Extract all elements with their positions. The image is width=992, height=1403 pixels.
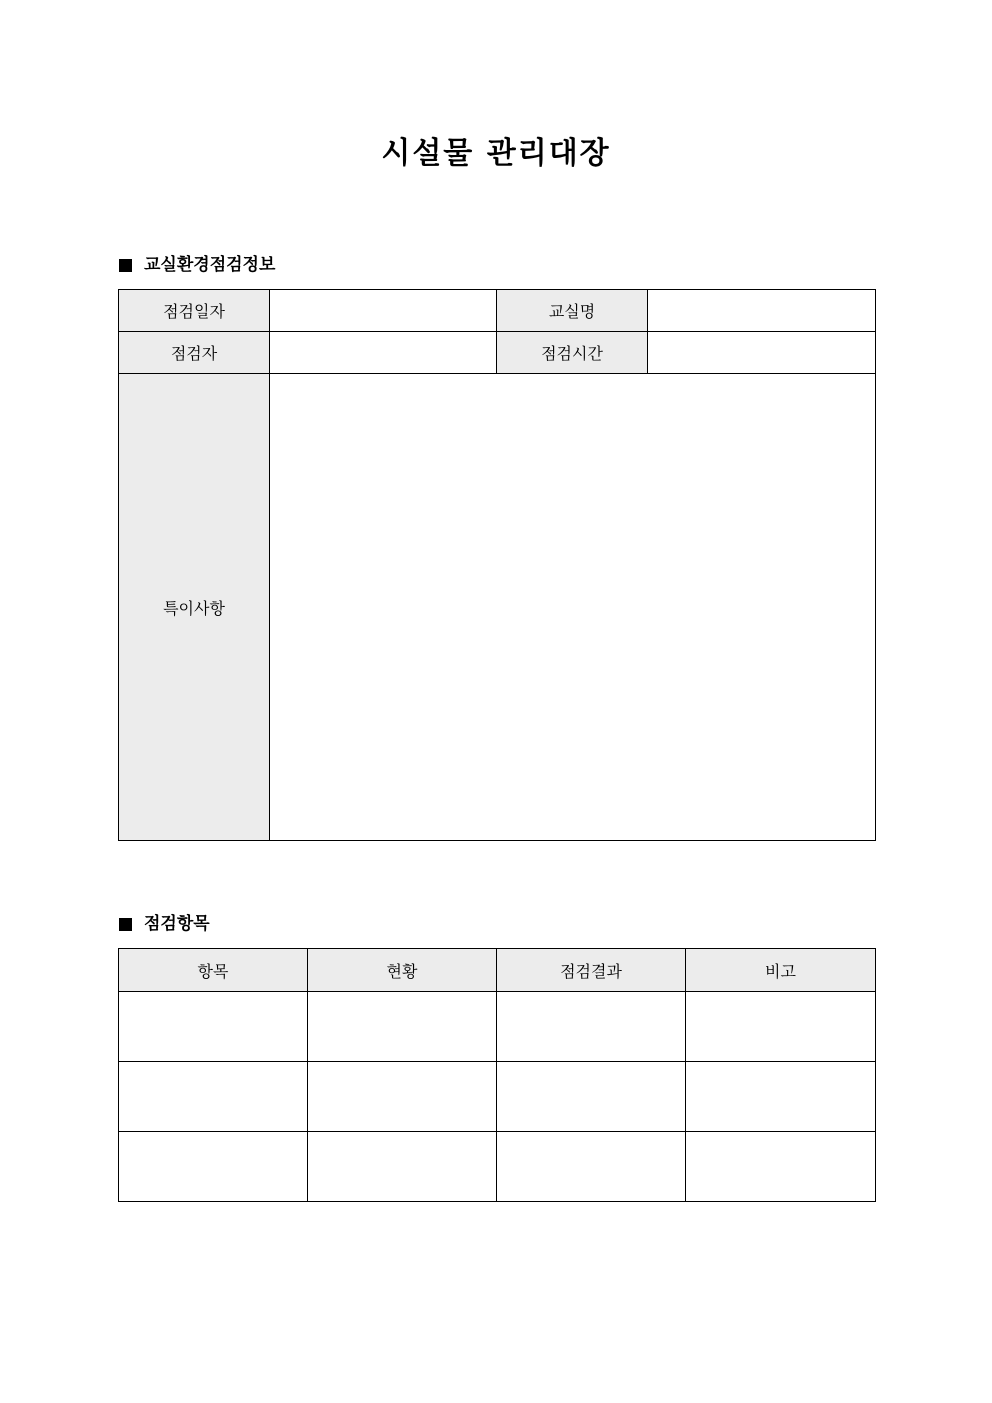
status-cell[interactable] [308,1132,497,1202]
status-cell[interactable] [308,1062,497,1132]
table-row [119,1062,876,1132]
column-header-result: 점검결과 [497,949,686,992]
document-title: 시설물 관리대장 [381,136,611,171]
section-heading-inspection-items [119,912,210,936]
inspector-field[interactable] [270,332,497,374]
section-heading-classroom-info [119,253,275,277]
result-cell[interactable] [497,992,686,1062]
inspection-date-field[interactable] [270,290,497,332]
classroom-name-label: 교실명 [497,290,648,332]
column-header-item: 항목 [119,949,308,992]
result-cell[interactable] [497,1132,686,1202]
classroom-name-field[interactable] [648,290,876,332]
section-heading-label: 점검항목 [144,914,210,934]
column-header-note: 비고 [686,949,876,992]
column-header-status: 현황 [308,949,497,992]
inspection-date-label: 점검일자 [119,290,270,332]
table-header-row [119,949,876,992]
classroom-inspection-info-table [118,289,876,841]
table-row [119,332,876,374]
square-bullet-icon [119,259,132,272]
table-row [119,1132,876,1202]
remarks-label: 특이사항 [119,374,270,841]
remarks-field[interactable] [270,374,876,841]
note-cell[interactable] [686,1062,876,1132]
table-row [119,374,876,841]
table-row [119,290,876,332]
inspection-time-field[interactable] [648,332,876,374]
square-bullet-icon [119,918,132,931]
item-cell[interactable] [119,1062,308,1132]
note-cell[interactable] [686,1132,876,1202]
result-cell[interactable] [497,1062,686,1132]
note-cell[interactable] [686,992,876,1062]
table-row [119,992,876,1062]
item-cell[interactable] [119,1132,308,1202]
inspection-time-label: 점검시간 [497,332,648,374]
inspector-label: 점검자 [119,332,270,374]
section-heading-label: 교실환경점검정보 [144,255,276,275]
item-cell[interactable] [119,992,308,1062]
status-cell[interactable] [308,992,497,1062]
inspection-items-table [118,948,876,1202]
